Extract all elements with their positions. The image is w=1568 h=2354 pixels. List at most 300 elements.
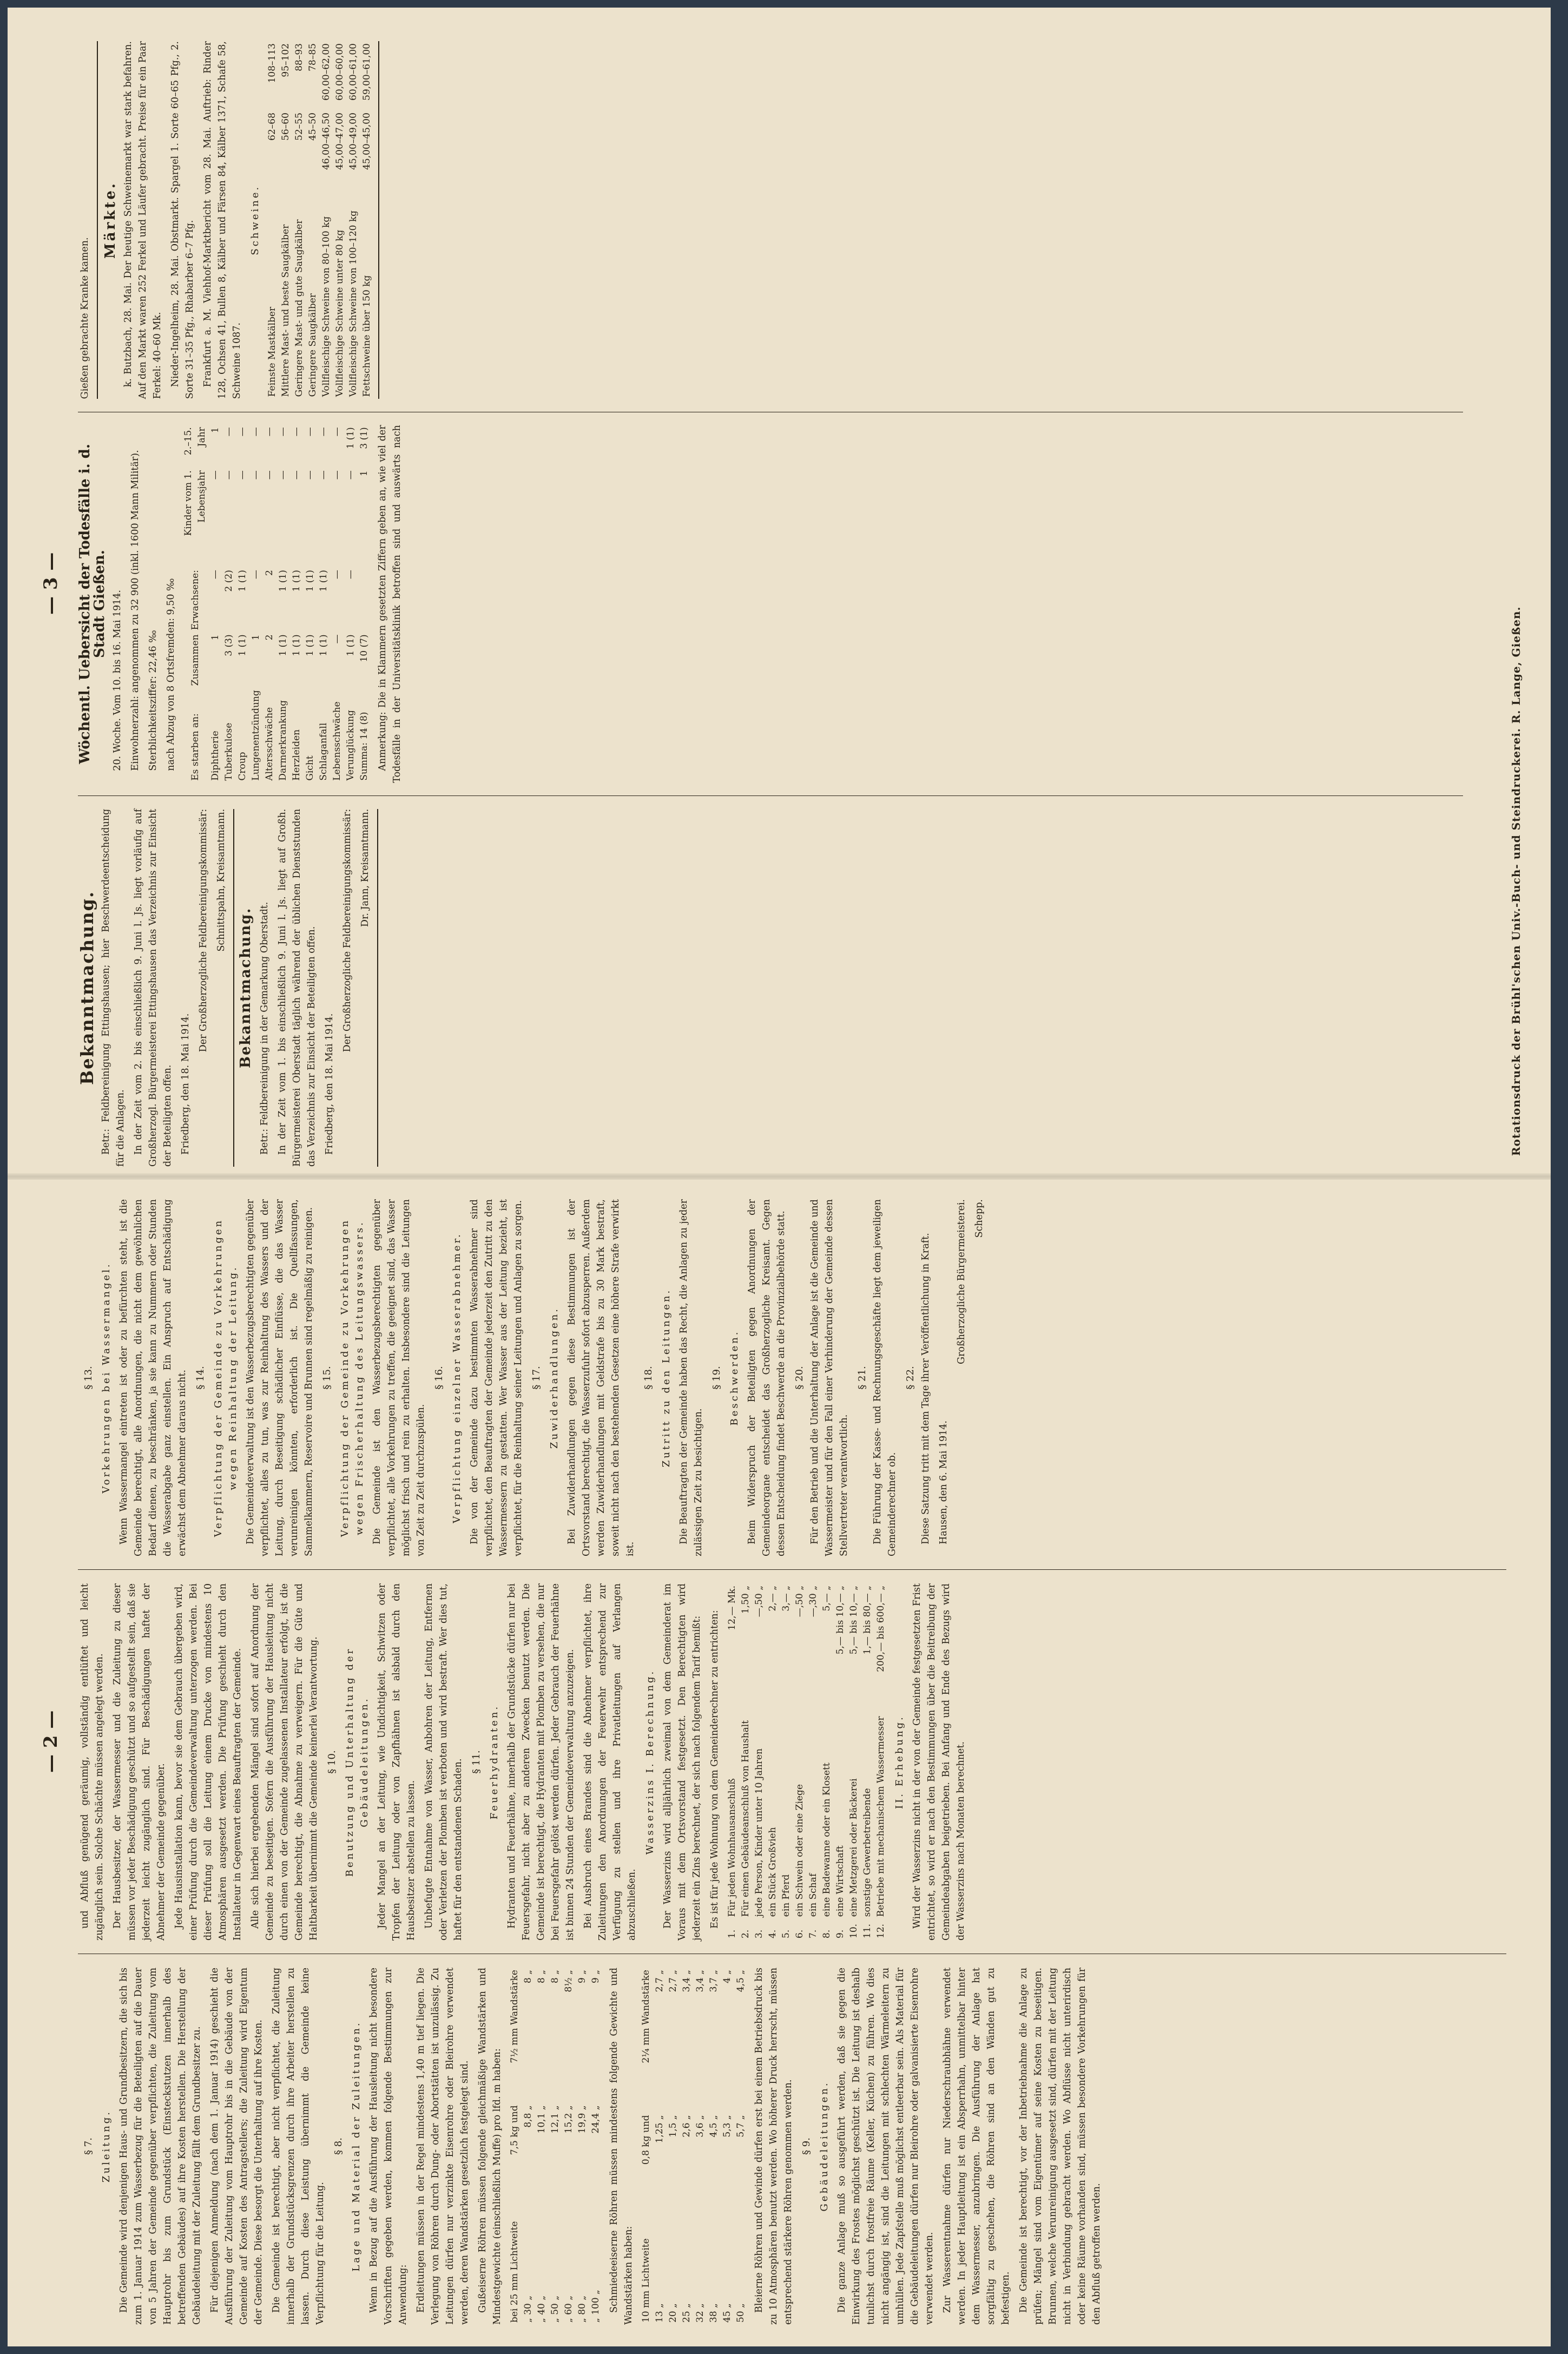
mortality-cell: — [332,570,342,580]
mortality-cell: 2 [264,570,275,576]
mortality-cell: Diphtherie [210,731,221,781]
price-cell [293,180,306,185]
mortality-cell: — [251,570,261,580]
price-cell: Vollfleischige Schweine von 100–120 kg [348,210,359,397]
section-12-body: Der Wasserzins wird alljährlich zweimal von dem Gemeinderat im Voraus mit dem Ortsvorstand festgesetzt. Den Berechtigten wird jederzeit ein Zins berechnet, der sich nach folgendem Tarif bemißt: [662,1583,702,1941]
pipe-table-header [508,1968,522,2325]
mortality-cell: — [223,427,234,437]
mortality-row [249,425,263,783]
mortality-rate: Sterblichkeitsziffer: 22,46 ‰ [148,630,159,771]
section-8-body: Wenn in Bezug auf die Ausführung der Hausleitung nicht besondere Vorschriften gegeben werden, kommen folgende Bestimmungen zur Anwendung: [368,1968,409,2325]
mortality-cell: — [291,427,302,437]
section-19-body: Beim Widerspruch der Beteiligten gegen Anordnungen der Gemeindeorgane entscheidet das Großherzogliche Kreisamt. Gegen dessen Entscheidung findet Beschwerde an die Provinzialbehörde statt. [747,1199,787,1556]
price-cell: 108–113 [267,43,278,83]
section-19-head: § 19. [711,1366,722,1390]
section-19-title: Beschwerden. [729,1330,740,1426]
mortality-cell: 1 [210,634,221,641]
steel-table-cell: 0,8 kg und [641,2115,651,2165]
section-8-title: Lage und Material der Zuleitungen. [351,2021,362,2272]
section-11-head: § 11. [471,1750,482,1774]
mortality-cell: Croup [237,752,248,781]
tariff-cell: 3,— „ [781,1586,792,1612]
section-18-body: Die Beauftragten der Gemeinde haben das Recht, die Anlagen zu jeder zulässigen Zeit zu besichtigen. [678,1199,704,1556]
steel-table-cell: 5,3 „ [722,2115,733,2138]
printer-imprint: Rotationsdruck der Brühl'schen Univ.-Buch- und Steindruckerei. R. Lange, Gießen. [1510,606,1523,1156]
tariff-cell: 12. [875,1923,886,1938]
mortality-cell: Tuberkulose [223,722,234,781]
mortality-cell: — [264,470,275,480]
price-cell: Mittlere Mast- und beste Saugkälber [280,224,291,397]
mortality-cell: — [210,470,221,480]
signature-name: Schepp. [974,1199,985,1238]
price-cell: Geringere Mast- und gute Saugkälber [294,219,305,397]
section-20-body: Für den Betrieb und die Unterhaltung der Anlage ist die Gemeinde und Wassermeister und für den Fall einer Verhinderung der Gemeinde dessen Stellvertreter verantwortlich. [809,1199,849,1556]
price-cell: 60,00–60,00 [334,43,345,101]
price-row [320,41,333,399]
section-22-body: Diese Satzung tritt mit dem Tage ihrer Veröffentlichung in Kraft. [920,1233,931,1544]
steel-table [640,1968,748,2325]
page-3 [29,30,1533,1167]
mortality-cell: — [251,427,261,437]
section-17-head: § 17. [531,1366,542,1390]
section-15-title: Verpflichtung der Gemeinde zu Vorkehrungen wegen Frischerhaltung des Leitungswassers. [339,1218,365,1537]
price-row [279,41,293,399]
tariff-cell: eine Wirtschaft [835,1845,846,1917]
section-7-body: Die Gemeinde wird denjenigen Haus- und Grundbesitzern, die sich bis zum 1. Januar 1914 zum Wasserbezug für die Beteiligten auf die Dauer von 5 Jahren der Gemeinde gegenüber verpflichten, die Zuleitung vom Hauptrohr bis zum Grundstück (Einsteckstutzen innerhalb des betreffenden Gebäudes) auf ihre Kosten herstellen. Die Herstellung der Gebäudeleitung mit der Zuleitung fällt dem Grundbesitzer zu. [118,1968,202,2325]
price-cell: 78–85 [307,43,318,71]
market-report: Nieder-Ingelheim, 28. Mai. Obstmarkt. Spargel 1. Sorte 60–65 Pfg., 2. Sorte 31–35 Pfg., Rhabarber 6–7 Pfg. [170,41,195,399]
section-8-paragraph-4: Bleierne Röhren und Gewinde dürfen erst bei einem Betriebsdruck bis zu 10 Atmosphären benutzt werden. Wo höherer Druck herrscht, müssen entsprechend stärkere Röhren genommen werden. [754,1968,794,2325]
tariff-cell: 5,— „ [821,1586,832,1612]
page-number-3: — 3 — [40,552,62,615]
price-row [333,41,347,399]
mortality-cell: — [223,470,234,480]
left-column-1 [78,1968,1108,2325]
section-16-title: Verpflichtung einzelner Wasserabnehmer. [451,1232,463,1523]
mortality-cell: — [332,427,342,437]
price-cell: 56–60 [280,113,291,141]
signature-office: Großherzogliche Bürgermeisterei. [956,1199,967,1364]
steel-table-cell: 38 „ [708,2303,719,2323]
steel-table-cell: 2,7 „ [654,1970,665,1993]
pipe-header-cell: 7,5 kg und [509,2105,520,2155]
mortality-row [263,425,276,783]
mortality-title: Wöchentl. Uebersicht der Todesfälle i. d. Stadt Gießen. [77,444,108,764]
steel-table-cell: 5,7 „ [735,2115,746,2138]
price-cell: Feinste Mastkälber [267,306,278,397]
pipe-table-cell: „ 80 „ [577,2295,588,2323]
steel-table-row [694,1968,707,2325]
mortality-row [331,425,344,783]
tariff-cell: 6. [794,1929,805,1938]
pipe-table-cell: 19,9 „ [577,2105,588,2134]
steel-table-cell: 3,7 „ [708,1970,719,1993]
mortality-row [290,425,304,783]
tariff-cell: eine Metzgerei oder Bäckerei [848,1778,859,1917]
tariff-cell: 2. [740,1929,751,1938]
announcement-2-signer: Dr. Jann, Kreisamtmann. [360,808,371,927]
right-columns [78,41,1463,1167]
section-15-head: § 15. [321,1366,333,1390]
announcement-2-title: Bekanntmachung. [238,907,254,1068]
announcement-1-body: In der Zeit vom 2. bis einschließlich 9. Juni l. Js. liegt vorläufig auf Großherzogl. Bürgermeisterei Ettingshausen das Verzeichnis zur Einsicht der Beteiligten offen. [133,808,173,1167]
section-16-body: Die von der Gemeinde dazu bestimmten Wasserabnehmer sind verpflichtet, den Beauftragten der Gemeinde jederzeit den Zutritt zu den Wassermessern zu gestatten. Wer Wasser aus der Leitung bezieht, ist verpflichtet, für die Reinhaltung seiner Leitungen und Anlagen zu sorgen. [469,1199,524,1556]
pipe-header-cell: 7½ mm Wandstärke [509,1970,520,2063]
separator-rule [97,41,98,399]
tariff-cell: 8. [821,1929,832,1938]
tariff-cell: 5,— bis 10,— „ [848,1586,859,1655]
mortality-header-cell: 2.–15. Jahr [183,427,207,456]
steel-table-cell: 25 „ [681,2303,692,2323]
tariff-cell: ein Schaf [808,1873,819,1917]
pipe-header-cell: bei 25 mm Lichtweite [509,2221,520,2323]
mortality-cell: — [291,470,302,480]
section-11-body: Hydranten und Feuerhähne, innerhalb der Grundstücke dürfen nur bei Feuersgefahr, nicht aber zu anderen Zwecken benutzt werden. Die Gemeinde ist berechtigt, die Hydranten mit Plomben zu versehen, die nur bei Feuersgefahr gelöst werden dürfen. Jeder Gebrauch der Feuerhähne ist binnen 24 Stunden der Gemeindeverwaltung anzuzeigen. [506,1583,576,1941]
section-20-head: § 20. [794,1366,805,1390]
tariff-cell: 5. [781,1929,792,1938]
col2-paragraph-1: Der Hausbesitzer, der Wassermesser und die Zuleitung zu dieser müssen vor jeder Beschädigung geschützt und so aufgestellt sein, daß sie jederzeit leicht zugänglich sind. Für Beschädigungen haftet der Abnehmer der Gemeinde gegenüber. [112,1583,167,1941]
steel-table-cell: 32 „ [695,2303,706,2323]
mortality-cell: — [318,427,329,437]
mortality-row [276,425,290,783]
tariff-cell: 10. [848,1923,859,1938]
price-cell [347,180,360,185]
mortality-header-cell: Kinder vom 1. Lebensjahr [183,470,207,536]
announcement-1-date: Friedberg, den 18. Mai 1914. [180,1013,191,1155]
markets-title: Märkte. [102,181,118,259]
section-9-title: Gebäudeleitungen. [819,2081,830,2212]
rotated-content [8,8,1551,2346]
tariff-cell: 200,— bis 600,— „ [875,1586,886,1672]
market-report: Frankfurt a. M. Viehhof-Marktbericht vom 28. Mai. Auftrieb: Rinder 128, Ochsen 41, Bullen 8, Kälber und Färsen 84, Kälber 1371, Schafe 58, Schweine 1087. [202,41,242,399]
mortality-total-cell: 1 [359,470,370,477]
price-cell: 46,00–46,50 [321,113,332,170]
mortality-cell: Gicht [305,755,315,781]
mortality-note: Anmerkung: Die in Klammern gesetzten Ziffern geben an, wie viel der Todesfälle in der Universitätsklinik betroffen sind und auswärts nach Gießen gebrachte Kranke kamen. [80,237,403,783]
pipe-table-cell: 12,1 „ [550,2105,561,2134]
section-13-title: Vorkehrungen bei Wassermangel. [101,1262,112,1494]
mortality-cell: — [305,427,315,437]
steel-table-cell: 3,6 „ [695,2115,706,2138]
mortality-row [222,425,236,783]
section-21-head: § 21. [857,1366,868,1390]
tariff-cell: sonstige Gewerbetreibende [862,1788,873,1917]
separator-rule [378,41,379,399]
mortality-cell: 1 (1) [318,634,329,656]
signature-place: Hausen, den 6. Mai 1914. [938,1421,949,1544]
tariff-cell: Betriebe mit mechanischem Wassermesser [875,1716,886,1917]
announcement-2-subject: Betr.: Feldbereinigung in der Gemarkung Oberstadt. [259,902,270,1155]
mortality-cell: 2 [264,634,275,641]
price-cell: 45,00–49,00 [348,113,359,170]
tariff-cell: 11. [862,1923,873,1938]
mortality-cell: — [237,470,248,480]
tariff-row [793,1583,807,1941]
tariff-row [847,1583,861,1941]
mortality-cell: 1 (1) [237,570,248,592]
mortality-period: 20. Woche. Vom 10. bis 16. Mai 1914. [112,589,123,771]
mortality-cell: 1 (1) [237,634,248,656]
newspaper-sheet [8,8,1551,2346]
section-10-body: Jeder Mangel an der Leitung, wie Undichtigkeit, Schwitzen oder Tropfen der Leitung oder von Zapfhähnen ist alsbald durch den Hausbesitzer abstellen zu lassen. [377,1583,417,1941]
pipe-table-cell: 15,2 „ [563,2105,574,2134]
section-9-paragraph-2: Zur Wasserentnahme dürfen nur Niederschraubhähne verwendet werden. In jeder Hauptleitung ist ein Absperrhahn, unmittelbar hinter dem Wassermesser, anzubringen. Die Ausführung der Anlage hat sorgfältig zu geschehen, die Röhren sind an den Wänden gut zu befestigen. [942,1968,1011,2325]
steel-table-row [707,1968,721,2325]
tariff-cell: 1,50 „ [740,1586,751,1614]
mortality-row [304,425,317,783]
mortality-cell: Darmerkrankung [278,700,288,781]
separator-rule [233,809,234,1167]
mortality-cell: Lungenentzündung [251,690,261,781]
left-column-2 [78,1583,972,1941]
steel-table-cell: 13 „ [654,2303,665,2323]
price-cell: Vollfleischige Schweine unter 80 kg [334,229,345,397]
mortality-cell: Lebensschwäche [332,701,342,781]
pipe-table-cell: 8 „ [536,1970,547,1984]
mortality-cell: — [305,470,315,480]
pipe-table-row [562,1968,576,2325]
mortality-table [182,425,371,783]
tariff-cell: 9. [835,1929,846,1938]
mortality-row [209,425,222,783]
price-cell: 95–102 [280,43,291,77]
mortality-cell: 2 (2) [223,570,234,592]
col2-paragraph-2: Jede Hausinstallation kann, bevor sie dem Gebrauch übergeben wird, einer Prüfung durch die Gemeindeverwaltung unterzogen werden. Bei dieser Prüfung soll die Leitung einem Drucke von mindestens 10 Atmosphären ausgesetzt werden. Die Prüfung geschieht durch den Installateur in Gegenwart eines Beauftragten der Gemeinde. [174,1583,243,1941]
tariff-row [807,1583,820,1941]
announcement-2-body: In der Zeit vom 1. bis einschließlich 9. Juni l. Js. liegt auf Großh. Bürgermeisterei Oberstadt täglich während der üblichen Dienststunden das Verzeichnis zur Einsicht der Beteiligten offen. [277,808,317,1167]
tariff-cell: 12,— Mk. [727,1586,737,1630]
price-cell: Geringere Saugkälber [307,293,318,397]
mortality-cell: — [210,570,221,580]
mortality-total-cell: Summa: 14 (8) [359,712,370,781]
mortality-cell: — [251,470,261,480]
tariff-cell: —,30 „ [808,1586,819,1617]
mortality-total-cell: 10 (7) [359,634,370,662]
tariff-row [861,1583,874,1941]
tariff-cell: ein Stück Großvieh [767,1827,778,1917]
price-cell: 45,00–45,00 [361,113,372,170]
pipe-table [508,1968,603,2325]
tariff-cell: 1. [727,1929,737,1938]
mortality-row [236,425,249,783]
pipe-table-cell: „ 50 „ [550,2295,561,2323]
tariff-row [753,1583,766,1941]
steel-intro: Schmiedeeiserne Röhren müssen mindestens folgende Gewichte und Wandstärken haben: [609,1968,634,2325]
pipe-table-row [535,1968,549,2325]
tariff-cell: Für einen Gebäudeanschluß von Haushalt [740,1720,751,1917]
tariff-row [874,1583,888,1941]
price-row [306,41,320,399]
steel-table-row [721,1968,734,2325]
mortality-cell: — [237,427,248,437]
tariff-row [739,1583,753,1941]
section-7-head: § 7. [83,2138,94,2155]
left-column-3 [78,1199,990,1556]
section-7-title: Zuleitung. [101,2110,112,2182]
pipe-table-cell: „ 40 „ [536,2295,547,2323]
announcement-2-date: Friedberg, den 18. Mai 1914. [324,1013,335,1155]
pipe-table-cell: 10,1 „ [536,2105,547,2134]
tariff-row [726,1583,739,1941]
pipe-table-cell: „ 60 „ [563,2295,574,2323]
page-fold [8,1173,1551,1180]
page-number-2: — 2 — [40,1710,62,1773]
tariff-cell: ein Schwein oder eine Ziege [794,1784,805,1917]
announcement-2-office: Der Großherzogliche Feldbereinigungskommissär: [342,808,353,1053]
mortality-cell: 3 (3) [223,634,234,656]
price-cell [333,180,347,185]
mortality-cell: 1 [251,634,261,641]
steel-table-cell: 4 „ [722,1970,733,1984]
mortality-cell: 1 [210,427,221,433]
section-16-head: § 16. [433,1366,445,1390]
tariff-cell: —,50 „ [794,1586,805,1617]
steel-table-cell: 1,25 „ [654,2115,665,2143]
section-10-head: § 10. [326,1750,338,1774]
pig-prices-title: Schweine. [249,185,261,255]
mortality-rate-adjusted: nach Abzug von 8 Ortsfremden: 9,50 ‰ [166,578,176,771]
col2-paragraph-3: Alle sich hierbei ergebenden Mängel sind sofort auf Anordnung der Gemeinde zu beseitigen. Sofern die Ausführung der Hausleitung nicht durch einen von der Gemeinde zugelassenen Installateur erfolgt, ist die Gemeinde berechtigt, die Abnahme zu verweigern. Für die Güte und Haltbarkeit übernimmt die Gemeinde keinerlei Verantwortung. [250,1583,319,1941]
steel-table-cell: 2¼ mm Wandstärke [641,1970,651,2063]
price-cell [279,180,293,185]
steel-table-cell: 45 „ [722,2303,733,2323]
pipe-table-cell: 8 „ [550,1970,561,1984]
pipe-table-row [589,1968,603,2325]
tariff-row [766,1583,780,1941]
tariff-intro: Es ist für jede Wohnung von dem Gemeinderechner zu entrichten: [709,1610,720,1929]
price-cell [360,180,374,185]
tariff-cell: 5,— bis 10,— „ [835,1586,846,1655]
mortality-cell: 1 (1) [278,634,288,656]
mortality-cell: — [332,470,342,480]
section-12-erhebung: II. Erhebung. [894,1715,905,1809]
section-12-title: Wasserzins I. Berechnung. [644,1669,656,1855]
mortality-cell: — [345,470,356,480]
mortality-header [182,425,209,783]
tariff-cell: 2,— „ [767,1586,778,1612]
tariff-cell: 1,— bis 80,— „ [862,1586,873,1655]
mortality-header-cell: Es starben an: [189,713,201,781]
steel-table-cell: 3,4 „ [681,1970,692,1993]
mortality-cell: — [278,470,288,480]
section-17-body: Bei Zuwiderhandlungen gegen diese Bestimmungen ist der Ortsvorstand berechtigt, die Wasserzufuhr sofort abzusperren. Außerdem werden Zuwiderhandlungen mit Geldstrafe bis zu 30 Mark bestraft, soweit nicht nach den bestehenden Gesetzen eine höhere Strafe verwirkt ist. [566,1199,636,1556]
mortality-cell: Verunglückung [345,710,356,781]
steel-table-cell: 50 „ [735,2303,746,2323]
price-row [360,41,374,399]
mortality-header-cell: Zusammen [189,634,201,686]
price-cell: 60,00–61,00 [348,43,359,101]
price-cell: 88–93 [294,43,305,71]
steel-table-cell: 10 mm Lichtweite [641,2238,651,2323]
steel-table-row [640,1968,653,2325]
mortality-total-row [358,425,371,783]
pipe-table-row [576,1968,589,2325]
separator-rule [377,809,378,1167]
section-11-title: Feuerhydranten. [489,1704,500,1820]
mortality-cell: 1 (1) [345,427,356,449]
pipe-table-cell: 9 „ [577,1970,588,1984]
tariff-cell: ein Pferd [781,1874,792,1917]
tariff-cell: Für jeden Wohnhausanschluß [727,1778,737,1917]
steel-table-row [653,1968,667,2325]
pipe-table-cell: 8,8 „ [523,2105,533,2128]
price-cell: 52–55 [294,113,305,141]
tariff-table [726,1583,888,1941]
tariff-row [780,1583,793,1941]
price-cell [320,180,333,185]
section-7-paragraph-2: Für diejenigen Anmeldung (nach dem 1. Januar 1914) geschieht die Ausführung der Zuleitung vom Hauptrohr bis in die Gebäude von der Gemeinde auf Kosten des Antragstellers; die Zuleitung wird Eigentum der Gemeinde. Diese besorgt die Unterhaltung auf ihre Kosten. [209,1968,264,2325]
steel-table-cell: 1,5 „ [668,2115,678,2138]
section-14-head: § 14. [195,1366,206,1390]
section-9-paragraph-3: Die Gemeinde ist berechtigt, vor der Inbetriebnahme die Anlage zu prüfen; Mängel sind vom Eigentümer auf seine Kosten zu beseitigen. Brunnen, welche Verunreinigung ausgesetzt sind, dürfen mit der Leitung nicht in Verbindung gebracht werden. Wo Abflüsse nicht unterirdisch oder keine Räume vorhanden sind, müssen besondere Vorkehrungen für den Abfluß getroffen werden. [1018,1968,1102,2325]
mortality-total-cell: 3 (1) [359,427,370,449]
pipe-table-cell: 8½ „ [563,1970,574,1993]
price-cell [266,180,279,185]
price-cell [306,180,320,185]
price-cell: Vollfleischige Schweine von 80–100 kg [321,216,332,397]
price-row [347,41,360,399]
mortality-cell: — [278,427,288,437]
mortality-cell: — [345,570,356,580]
tariff-cell: 7. [808,1929,819,1938]
price-row [266,41,279,399]
mortality-row [344,425,358,783]
mortality-population: Einwohnerzahl: angenommen zu 32 900 (inkl. 1600 Mann Militär). [130,450,141,771]
tariff-cell: 4. [767,1929,778,1938]
mortality-cell: 1 (1) [305,634,315,656]
mortality-cell: Schlaganfall [318,722,329,781]
price-cell: 60,00–62,00 [321,43,332,101]
price-cell: 62–68 [267,113,278,141]
section-9-body: Die ganze Anlage muß so ausgeführt werden, daß sie gegen die Einwirkung des Frostes möglichst geschützt ist. Die Leitung ist deshalb tunlichst durch frostfreie Räume (Keller, Küchen) zu führen. Wo dies nicht angängig ist, sind die Leitungen mit schlechten Wärmeleitern zu umhüllen. Jede Zapfstelle muß möglichst entleerbar sein. Als Material für die Gebäudeleitungen dürfen nur Bleirohre oder galvanisierte Eisenrohre verwendet werden. [836,1968,935,2325]
section-12-paragraph-3: Wird der Wasserzins nicht in der von der Gemeinde festgesetzten Frist entrichtet, so wird er nach den Bestimmungen über die Beitreibung der Gemeindeabgaben beigetrieben. Bei Anfang und Ende des Bezugs wird der Wasserzins nach Monaten berechnet. [912,1583,966,1941]
steel-table-cell: 2,6 „ [681,2115,692,2138]
steel-table-cell: 20 „ [668,2303,678,2323]
section-9-head: § 9. [801,2138,812,2155]
section-14-title: Verpflichtung der Gemeinde zu Vorkehrungen wegen Reinhaltung der Leitung. [213,1218,239,1537]
col2-intro: und Abfluß genügend geräumig, vollständig entlüftet und leicht zugänglich sein. Solche Schächte müssen angelegt werden. [80,1583,105,1941]
mortality-total-cell [358,568,371,632]
steel-table-row [680,1968,694,2325]
steel-table-row [734,1968,748,2325]
section-15-body: Die Gemeinde ist den Wasserbezugsberechtigten gegenüber verpflichtet, alle Vorkehrungen zu treffen, die geeignet sind, das Wasser möglichst frisch und rein zu erhalten. Insbesondere sind die Leitungen von Zeit zu Zeit durchzuspülen. [372,1199,426,1556]
pipe-table-row [549,1968,562,2325]
mortality-cell: Herzleiden [291,729,302,781]
section-10-paragraph-2: Unbefugte Entnahme von Wasser, Anbohren der Leitung, Entfernen oder Verletzen der Plomben ist verboten und wird bestraft. Wer dies tut, haftet für den entstandenen Schaden. [424,1583,464,1941]
pipe-table-cell: 9 „ [590,1970,601,1984]
mortality-cell: 1 (1) [291,634,302,656]
mortality-row [317,425,331,783]
price-row [293,41,306,399]
price-cell: 59,00–61,00 [361,43,372,101]
price-cell: Fettschweine über 150 kg [361,275,372,397]
steel-table-cell: 4,5 „ [735,1970,746,1993]
pipe-table-cell: 24,4 „ [590,2105,601,2134]
section-8-paragraph-3: Gußeiserne Röhren müssen folgende gleichmäßige Wandstärken und Mindestgewichte (einschließlich Muffe) pro lfd. m haben: [477,1968,503,2325]
mortality-header-cell: Erwachsene: [189,570,201,630]
page-2 [29,1188,1533,2325]
section-21-body: Die Führung der Kasse- und Rechnungsgeschäfte liegt dem jeweiligen Gemeinderechner ob. [872,1199,898,1556]
column-divider [78,1569,1506,1570]
section-22-head: § 22. [905,1366,916,1390]
mortality-cell: 1 (1) [291,570,302,592]
section-11-paragraph-2: Bei Ausbruch eines Brandes sind die Abnehmer verpflichtet, ihre Zuleitungen den Anordnungen der Feuerwehr entsprechend zur Verfügung zu stellen und ihre Privatleitungen auf Verlangen abzuschließen. [583,1583,637,1941]
mortality-cell: Altersschwäche [264,707,275,781]
pipe-table-row [522,1968,535,2325]
mortality-cell: — [264,427,275,437]
section-13-head: § 13. [83,1366,94,1390]
section-18-title: Zutritt zu den Leitungen. [661,1288,672,1468]
